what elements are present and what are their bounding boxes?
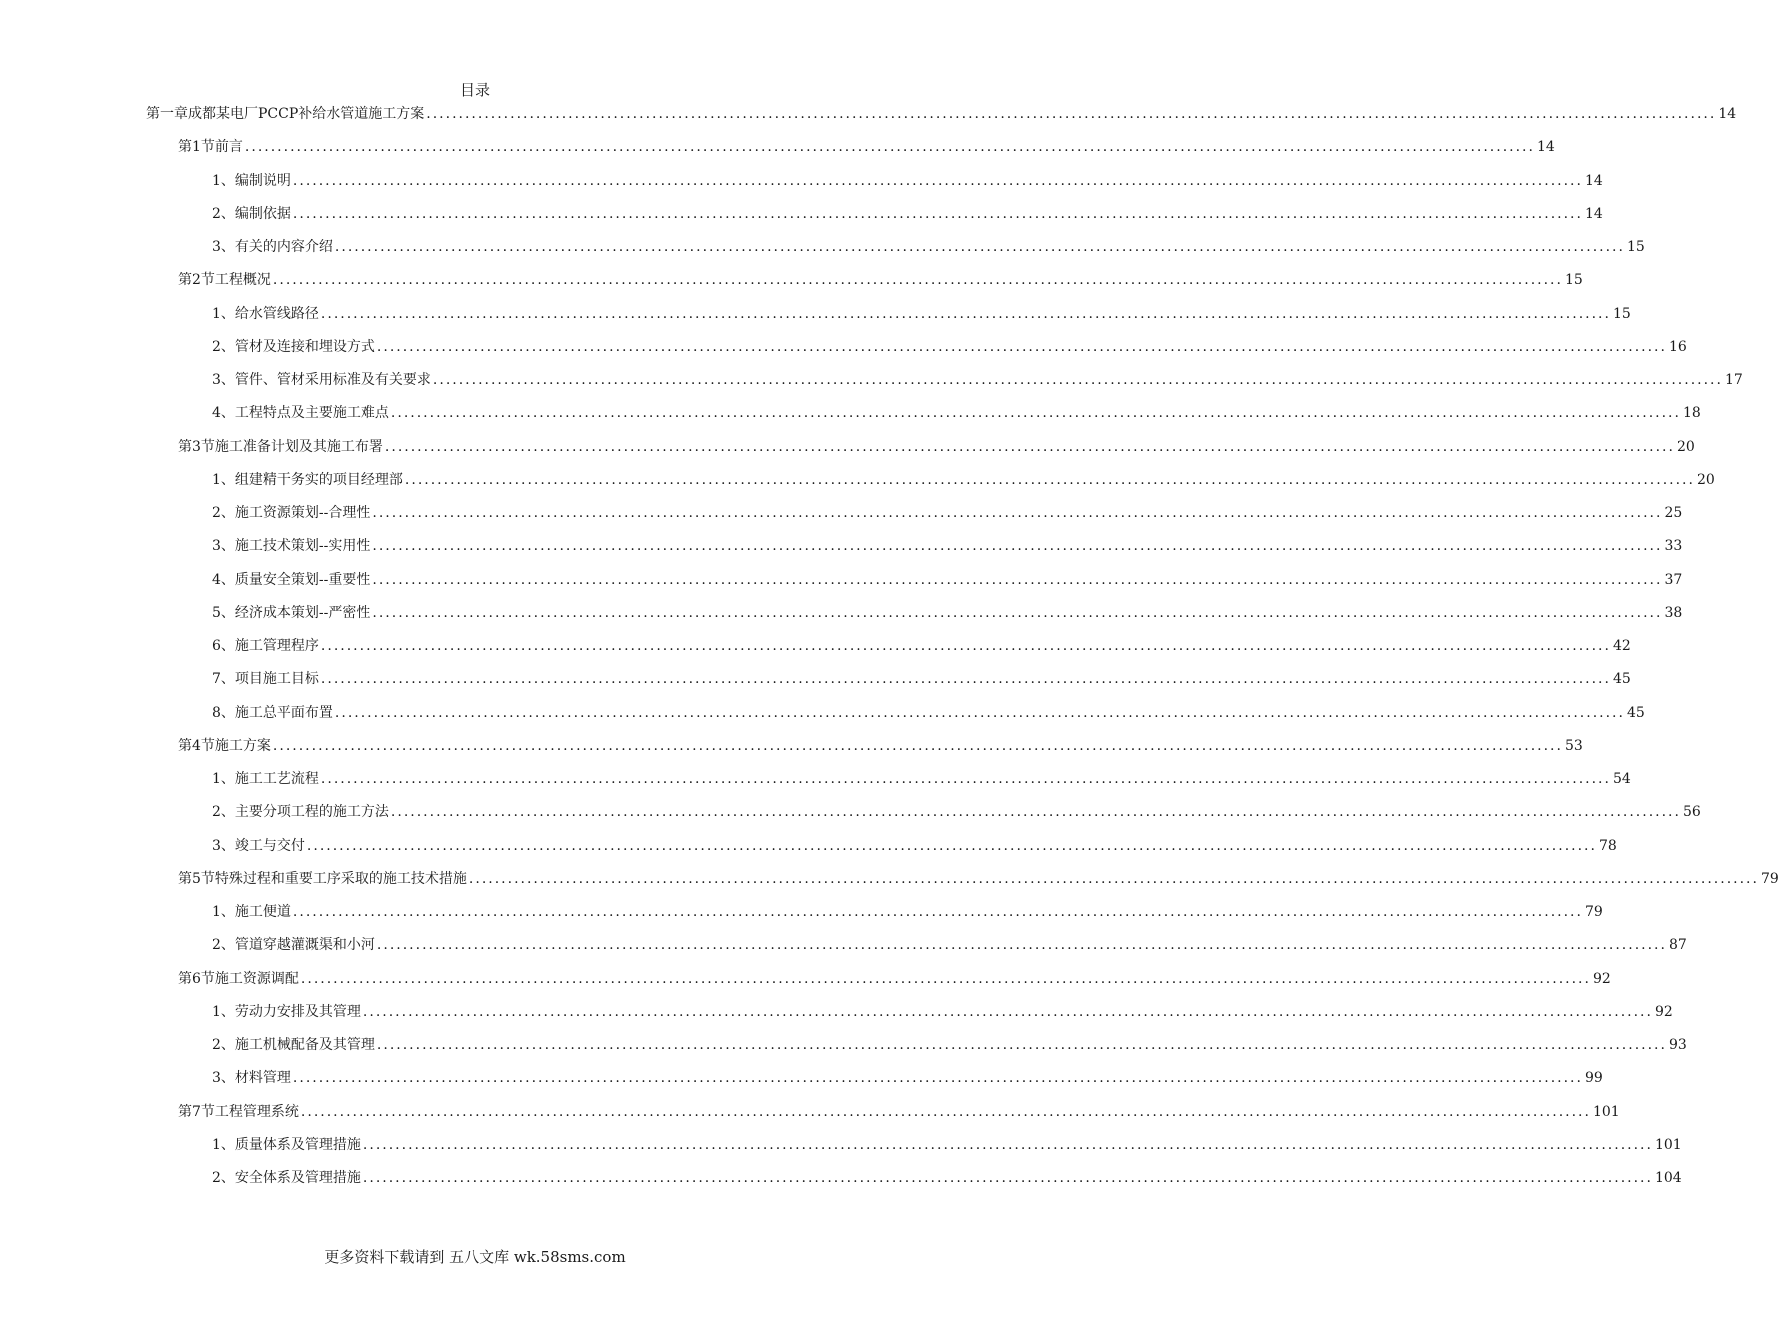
toc-entry-number: 7、 <box>212 671 235 688</box>
toc-entry[interactable] <box>178 736 1583 758</box>
toc-entry-number: 1、 <box>212 172 235 189</box>
toc-entry-number: 1、 <box>212 471 235 488</box>
toc-entry[interactable] <box>212 570 1683 592</box>
toc-leader-dots: ........................................................................................................................................................................................................ <box>272 272 1563 289</box>
toc-entry[interactable] <box>178 969 1611 991</box>
toc-entry-page: 93 <box>1668 1037 1687 1053</box>
toc-entry-page: 15 <box>1626 239 1645 255</box>
toc-leader-dots: ........................................................................................................................................................................................................ <box>384 438 1675 455</box>
toc-entry-number: 3、 <box>212 1070 235 1087</box>
toc-entry[interactable] <box>212 403 1701 425</box>
toc-entry-page: 54 <box>1612 771 1631 787</box>
toc-entry-title: 项目施工目标 <box>234 671 319 688</box>
toc-leader-dots: ........................................................................................................................................................................................................ <box>372 505 1663 521</box>
toc-leader-dots: ........................................................................................................................................................................................................ <box>432 372 1723 388</box>
toc-leader-dots: ........................................................................................................................................................................................................ <box>306 837 1597 854</box>
toc-leader-dots: ........................................................................................................................................................................................................ <box>376 338 1667 355</box>
toc-entry-number: 2、 <box>212 205 235 222</box>
toc-entry-number: 1、 <box>212 305 235 322</box>
toc-entry-number: 第7节 <box>178 1103 215 1120</box>
toc-entry[interactable] <box>212 1135 1682 1157</box>
toc-entry-title: 管件、管材采用标准及有关要求 <box>234 372 431 388</box>
toc-entry-page: 101 <box>1592 1103 1620 1120</box>
toc-entry-title: 施工方案 <box>214 737 271 754</box>
toc-entry-page: 38 <box>1664 604 1683 621</box>
toc-entry-title: 施工资源策划--合理性 <box>234 505 371 521</box>
toc-leader-dots: ........................................................................................................................................................................................................ <box>390 405 1681 422</box>
toc-leader-dots: ........................................................................................................................................................................................................ <box>468 870 1759 887</box>
toc-entry-page: 17 <box>1724 372 1743 388</box>
toc-entry[interactable] <box>212 171 1603 193</box>
toc-entry-number: 2、 <box>212 505 235 521</box>
toc-leader-dots: ........................................................................................................................................................................................................ <box>334 239 1625 255</box>
footer-note: 更多资料下载请到 五八文库 wk.58sms.com <box>324 1248 626 1266</box>
toc-entry-number: 2、 <box>212 1037 235 1053</box>
toc-entry-number: 2、 <box>212 804 235 821</box>
toc-entry-title: 安全体系及管理措施 <box>234 1170 361 1186</box>
toc-entry[interactable] <box>146 104 1737 126</box>
toc-entry[interactable] <box>178 869 1779 891</box>
toc-entry-number: 1、 <box>212 771 235 787</box>
toc-entry-title: 工程特点及主要施工难点 <box>234 405 389 422</box>
toc-entry-title: 质量体系及管理措施 <box>234 1136 361 1153</box>
toc-leader-dots: ........................................................................................................................................................................................................ <box>334 704 1625 721</box>
toc-entry-title: 编制说明 <box>234 172 291 189</box>
toc-entry-number: 3、 <box>212 538 235 555</box>
toc-entry-page: 14 <box>1584 172 1603 189</box>
toc-entry-page: 79 <box>1584 904 1603 920</box>
toc-entry-title: 质量安全策划--重要性 <box>234 571 371 588</box>
toc-leader-dots: ........................................................................................................................................................................................................ <box>272 737 1563 754</box>
toc-entry-number: 3、 <box>212 239 235 255</box>
toc-entry-page: 20 <box>1676 438 1695 455</box>
toc-entry-number: 4、 <box>212 571 235 588</box>
toc-entry-title: 材料管理 <box>234 1070 291 1087</box>
toc-leader-dots: ........................................................................................................................................................................................................ <box>404 471 1695 488</box>
toc-entry-page: 104 <box>1654 1170 1682 1186</box>
toc-entry-page: 20 <box>1696 471 1715 488</box>
toc-entry-page: 16 <box>1668 338 1687 355</box>
toc-entry[interactable] <box>212 703 1645 725</box>
toc-entry-page: 14 <box>1536 139 1555 156</box>
toc-entry-title: 施工资源调配 <box>214 970 299 987</box>
toc-leader-dots: ........................................................................................................................................................................................................ <box>372 538 1663 555</box>
toc-entry-title: 施工工艺流程 <box>234 771 319 787</box>
toc-leader-dots: ........................................................................................................................................................................................................ <box>292 904 1583 920</box>
toc-entry-number: 4、 <box>212 405 235 422</box>
toc-entry-title: 成都某电厂PCCP补给水管道施工方案 <box>188 106 425 122</box>
toc-entry-number: 3、 <box>212 372 235 388</box>
toc-entry-page: 45 <box>1626 704 1645 721</box>
toc-entry-title: 竣工与交付 <box>234 837 305 854</box>
toc-entry[interactable] <box>212 669 1631 691</box>
toc-entry[interactable] <box>212 836 1617 858</box>
toc-entry-number: 8、 <box>212 704 235 721</box>
toc-leader-dots: ........................................................................................................................................................................................................ <box>376 937 1667 954</box>
toc-entry[interactable] <box>212 304 1631 326</box>
toc-entry-number: 2、 <box>212 338 235 355</box>
toc-leader-dots: ........................................................................................................................................................................................................ <box>292 1070 1583 1087</box>
toc-entry[interactable] <box>212 603 1683 625</box>
toc-entry-page: 14 <box>1584 205 1603 222</box>
toc-entry-page: 78 <box>1598 837 1617 854</box>
toc-entry-title: 有关的内容介绍 <box>234 239 333 255</box>
toc-entry-title: 施工技术策划--实用性 <box>234 538 371 555</box>
toc-entry[interactable] <box>212 769 1631 791</box>
toc-leader-dots: ........................................................................................................................................................................................................ <box>362 1136 1653 1153</box>
toc-entry[interactable] <box>212 1168 1682 1190</box>
toc-entry-number: 第2节 <box>178 272 215 289</box>
toc-entry-title: 工程概况 <box>214 272 271 289</box>
toc-entry-title: 施工管理程序 <box>234 638 319 654</box>
toc-leader-dots: ........................................................................................................................................................................................................ <box>362 1170 1653 1186</box>
toc-entry[interactable] <box>212 337 1687 359</box>
toc-entry-number: 第1节 <box>178 139 215 156</box>
toc-entry-page: 15 <box>1612 305 1631 322</box>
toc-entry-title: 劳动力安排及其管理 <box>234 1003 361 1020</box>
toc-entry-title: 施工机械配备及其管理 <box>234 1037 375 1053</box>
toc-entry-number: 6、 <box>212 638 235 654</box>
toc-entry[interactable] <box>212 536 1683 558</box>
toc-leader-dots: ........................................................................................................................................................................................................ <box>292 205 1583 222</box>
toc-entry[interactable] <box>178 437 1695 459</box>
toc-entry-page: 79 <box>1760 870 1779 887</box>
toc-leader-dots: ........................................................................................................................................................................................................ <box>372 604 1663 621</box>
toc-leader-dots: ........................................................................................................................................................................................................ <box>292 172 1583 189</box>
toc-entry-page: 92 <box>1592 970 1611 987</box>
toc-entry-title: 组建精干务实的项目经理部 <box>234 471 403 488</box>
toc-leader-dots: ........................................................................................................................................................................................................ <box>300 970 1591 987</box>
toc-leader-dots: ........................................................................................................................................................................................................ <box>320 671 1611 688</box>
toc-entry-number: 第4节 <box>178 737 215 754</box>
toc-entry-number: 2、 <box>212 1170 235 1186</box>
toc-entry-number: 第一章 <box>146 106 188 122</box>
toc-entry-number: 第5节 <box>178 870 215 887</box>
toc-entry[interactable] <box>212 1035 1687 1057</box>
toc-entry-page: 18 <box>1682 405 1701 422</box>
toc-entry-title: 主要分项工程的施工方法 <box>234 804 389 821</box>
toc-entry-title: 工程管理系统 <box>214 1103 299 1120</box>
toc-entry-title: 前言 <box>214 139 243 156</box>
toc-entry-number: 第6节 <box>178 970 215 987</box>
toc-entry-title: 编制依据 <box>234 205 291 222</box>
toc-entry-title: 施工总平面布置 <box>234 704 333 721</box>
toc-entry-page: 99 <box>1584 1070 1603 1087</box>
toc-entry[interactable] <box>178 1102 1620 1124</box>
toc-entry-title: 经济成本策划--严密性 <box>234 604 371 621</box>
toc-entry-page: 25 <box>1664 505 1683 521</box>
toc-entry[interactable] <box>212 1068 1603 1090</box>
toc-entry-title: 施工准备计划及其施工布署 <box>214 438 383 455</box>
toc-entry[interactable] <box>212 470 1715 492</box>
toc-leader-dots: ........................................................................................................................................................................................................ <box>362 1003 1653 1020</box>
toc-entry[interactable] <box>212 902 1603 924</box>
toc-entry-page: 37 <box>1664 571 1683 588</box>
toc-entry-page: 53 <box>1564 737 1583 754</box>
toc-entry-number: 3、 <box>212 837 235 854</box>
toc-entry[interactable] <box>178 270 1583 292</box>
toc-entry-number: 2、 <box>212 937 235 954</box>
toc-entry[interactable] <box>212 503 1683 525</box>
toc-entry[interactable] <box>212 935 1687 957</box>
toc-entry[interactable] <box>212 636 1631 658</box>
toc-entry-page: 45 <box>1612 671 1631 688</box>
toc-entry-page: 42 <box>1612 638 1631 654</box>
toc-entry-number: 5、 <box>212 604 235 621</box>
toc-leader-dots: ........................................................................................................................................................................................................ <box>390 804 1681 821</box>
toc-entry[interactable] <box>212 370 1743 392</box>
toc-entry-number: 1、 <box>212 1136 235 1153</box>
toc-entry-number: 1、 <box>212 904 235 920</box>
toc-leader-dots: ........................................................................................................................................................................................................ <box>372 571 1663 588</box>
toc-entry-page: 15 <box>1564 272 1583 289</box>
toc-entry-title: 管材及连接和埋设方式 <box>234 338 375 355</box>
toc-entry-title: 给水管线路径 <box>234 305 319 322</box>
toc-leader-dots: ........................................................................................................................................................................................................ <box>320 305 1611 322</box>
toc-entry[interactable] <box>212 237 1645 259</box>
toc-leader-dots: ........................................................................................................................................................................................................ <box>426 106 1717 122</box>
toc-entry[interactable] <box>212 802 1701 824</box>
toc-entry-page: 33 <box>1664 538 1683 555</box>
toc-entry[interactable] <box>212 1002 1673 1024</box>
toc-entry-title: 特殊过程和重要工序采取的施工技术措施 <box>214 870 467 887</box>
toc-leader-dots: ........................................................................................................................................................................................................ <box>320 771 1611 787</box>
toc-entry-page: 101 <box>1654 1136 1682 1153</box>
toc-entry-number: 第3节 <box>178 438 215 455</box>
toc-leader-dots: ........................................................................................................................................................................................................ <box>300 1103 1591 1120</box>
toc-entry-title: 管道穿越灌溉渠和小河 <box>234 937 375 954</box>
toc-entry-page: 56 <box>1682 804 1701 821</box>
toc-entry[interactable] <box>212 204 1603 226</box>
toc-leader-dots: ........................................................................................................................................................................................................ <box>244 139 1535 156</box>
toc-entry[interactable] <box>178 137 1555 159</box>
toc-leader-dots: ........................................................................................................................................................................................................ <box>376 1037 1667 1053</box>
toc-entry-title: 施工便道 <box>234 904 291 920</box>
page-title: 目录 <box>459 81 490 99</box>
toc-entry-page: 14 <box>1718 106 1737 122</box>
toc-entry-number: 1、 <box>212 1003 235 1020</box>
toc-entry-page: 92 <box>1654 1003 1673 1020</box>
toc-entry-page: 87 <box>1668 937 1687 954</box>
toc-leader-dots: ........................................................................................................................................................................................................ <box>320 638 1611 654</box>
